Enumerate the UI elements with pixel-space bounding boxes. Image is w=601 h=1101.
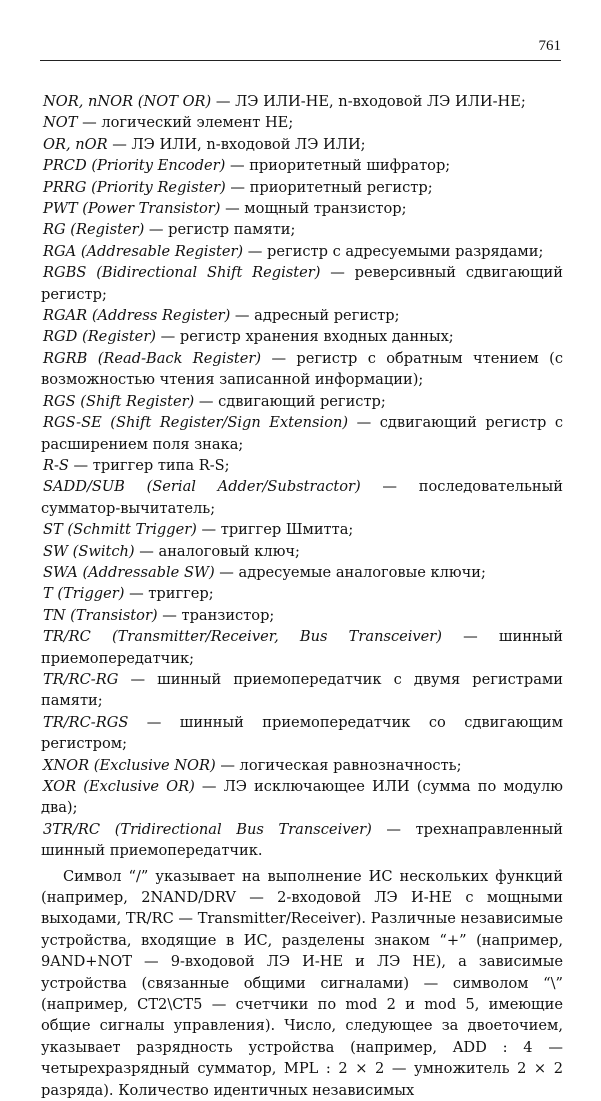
entry-english-name: (Switch) [72,542,135,560]
entry-english-name: (Trigger) [57,585,125,603]
entry-description: — приоритетный регистр; [225,178,433,196]
entry-abbreviation: PWT [43,200,78,218]
entry-english-name: (Power Transistor) [82,200,221,218]
entry-abbreviation: SWA [43,563,78,581]
entry-abbreviation: OR, nOR [43,135,108,153]
entry-description: — транзистор; [157,606,275,624]
abbreviation-entry [41,241,563,262]
entry-abbreviation: PRRG [43,178,87,196]
entry-description: — сдвигающий регистр с расширением поля знака; [41,414,563,453]
abbreviation-entry [41,669,563,712]
entry-english-name: (Register) [82,328,156,346]
abbreviation-entry [41,519,563,540]
entry-description: — адресуемые аналоговые ключи; [214,563,486,581]
entry-english-name: (Transistor) [70,606,158,624]
abbreviation-entry [41,605,563,626]
entry-abbreviation: NOT [43,114,78,132]
entry-description: — триггер; [124,585,214,603]
entry-abbreviation: 3TR/RC [43,820,101,838]
entry-abbreviation: TR/RC-RGS [43,713,129,731]
entry-english-name: (Transmitter/Receiver, Bus Transceiver) [111,628,442,646]
entry-description: — ЛЭ ИЛИ, n-входовой ЛЭ ИЛИ; [107,135,366,153]
entry-description: — ЛЭ исключающее ИЛИ (сумма по модулю два); [41,778,564,817]
entry-description: — ЛЭ ИЛИ-НЕ, n-входовой ЛЭ ИЛИ-НЕ; [211,93,526,110]
entry-english-name: (Serial Adder/Substractor) [146,478,361,496]
abbreviation-entry [41,112,563,133]
abbreviation-entry [41,262,563,305]
entry-description: — сдвигающий регистр; [194,392,386,410]
entry-english-name: (Bidirectional Shift Register) [96,264,321,282]
entry-english-name: (Shift Register/Sign Extension) [110,414,349,432]
entry-abbreviation: PRCD [43,157,87,175]
entry-description: — шинный приемопередатчик; [41,628,563,667]
paragraph-text: Символ “/” указывает на выполнение ИС нескольких функций (например, 2NAND/DRV — 2-входовой ЛЭ И-НЕ с мощными выходами, TR/RC — Transmitter/Receiver). Различные независимые устройства, входящие в ИС, разделены знаком “+” (например, 9AND+NOT — 9-входовой ЛЭ И-НЕ и ЛЭ НЕ), а зависимые устройства (связанные общими сигналами) — символом “\” (например, CT2\CT5 — счетчики по mod 2 и mod 5, имеющие общие сигналы управления). Число, следующее за двоеточием, указывает разрядность устройства (например, ADD : 4 — четырехразрядный сумматор, MPL : 2 × 2 — умножитель 2 × 2 разряда). Количество идентичных независимых [41,867,563,1099]
abbreviation-list [41,91,563,862]
entry-description: — регистр с адресуемыми разрядами; [243,242,544,260]
entry-description: — приоритетный шифратор; [225,157,451,175]
page-number: 761 [538,38,561,54]
body-paragraph [41,866,563,1101]
entry-english-name: (NOT OR) [137,93,212,110]
entry-description: — регистр хранения входных данных; [156,328,454,346]
entry-description: — трехнаправленный шинный приемопередатчик. [41,820,563,860]
abbreviation-entry [41,198,563,219]
entry-description: — триггер Шмитта; [196,521,354,539]
entry-description: — адресный регистр; [230,307,400,325]
entry-english-name: (Shift Register) [80,392,195,410]
entry-abbreviation: RGRB [43,349,88,367]
abbreviation-entry [41,412,563,455]
entry-abbreviation: T [43,585,53,603]
entry-description: — логический элемент НЕ; [77,114,294,132]
entry-abbreviation: NOR, nNOR [43,93,134,110]
abbreviation-entry [41,755,563,776]
abbreviation-entry [41,583,563,604]
entry-description: — шинный приемопередатчик с двумя регистрами памяти; [41,670,563,710]
entry-abbreviation: TR/RC [43,628,91,646]
entry-english-name: (Addresable Register) [80,242,244,260]
abbreviation-entry [41,712,563,755]
abbreviation-entry [41,455,563,476]
abbreviation-entry [41,476,563,519]
entry-abbreviation: RGS-SE [43,414,102,432]
entry-english-name: (Tridirectional Bus Transceiver) [114,820,372,838]
entry-abbreviation: TN [43,606,66,624]
abbreviation-entry [41,562,563,583]
entry-description: — регистр с обратным чтением (с возможностью чтения записанной информации); [41,349,564,389]
abbreviation-entry [41,626,563,669]
entry-english-name: (Addressable SW) [82,563,215,581]
entry-abbreviation: TR/RC-RG [43,670,119,688]
entry-english-name: (Priority Encoder) [91,157,226,175]
page-content [41,91,563,1101]
abbreviation-entry [41,155,563,176]
entry-english-name: (Priority Register) [91,178,226,196]
entry-description: — реверсивный сдвигающий регистр; [41,264,564,303]
entry-abbreviation: SADD/SUB [43,478,125,496]
header-rule [40,60,561,61]
entry-abbreviation: RGD [43,328,78,346]
entry-description: — аналоговый ключ; [134,542,300,560]
abbreviation-entry [41,134,563,155]
entry-english-name: (Read-Back Register) [97,349,262,367]
entry-abbreviation: R-S [43,456,69,474]
entry-abbreviation: RGS [43,392,76,410]
entry-abbreviation: RGA [43,242,77,260]
entry-abbreviation: XNOR [43,756,90,774]
entry-abbreviation: ST [43,521,63,539]
abbreviation-entry [41,541,563,562]
entry-english-name: (Exclusive NOR) [93,756,216,774]
abbreviation-entry [41,326,563,347]
entry-abbreviation: XOR [43,778,77,795]
entry-description: — шинный приемопередатчик со сдвигающим регистром; [41,713,563,753]
entry-english-name: (Register) [70,221,145,239]
abbreviation-entry [41,177,563,198]
abbreviation-entry [41,391,563,412]
abbreviation-entry [41,219,563,240]
entry-description: — мощный транзистор; [220,200,407,218]
entry-english-name: (Exclusive OR) [83,778,195,795]
entry-english-name: (Schmitt Trigger) [67,521,197,539]
entry-description: — регистр памяти; [144,221,296,239]
abbreviation-entry [41,776,563,819]
abbreviation-entry [41,819,563,862]
abbreviation-entry [41,305,563,326]
abbreviation-entry [41,348,563,391]
entry-description: — триггер типа R-S; [68,456,230,474]
abbreviation-entry [41,91,563,112]
entry-description: — последовательный сумматор-вычитатель; [41,478,563,517]
entry-description: — логическая равнозначность; [215,756,462,774]
entry-abbreviation: RGBS [43,264,87,282]
entry-abbreviation: SW [43,542,68,560]
entry-abbreviation: RG [43,221,66,239]
entry-abbreviation: RGAR [43,307,88,325]
entry-english-name: (Address Register) [91,307,231,325]
